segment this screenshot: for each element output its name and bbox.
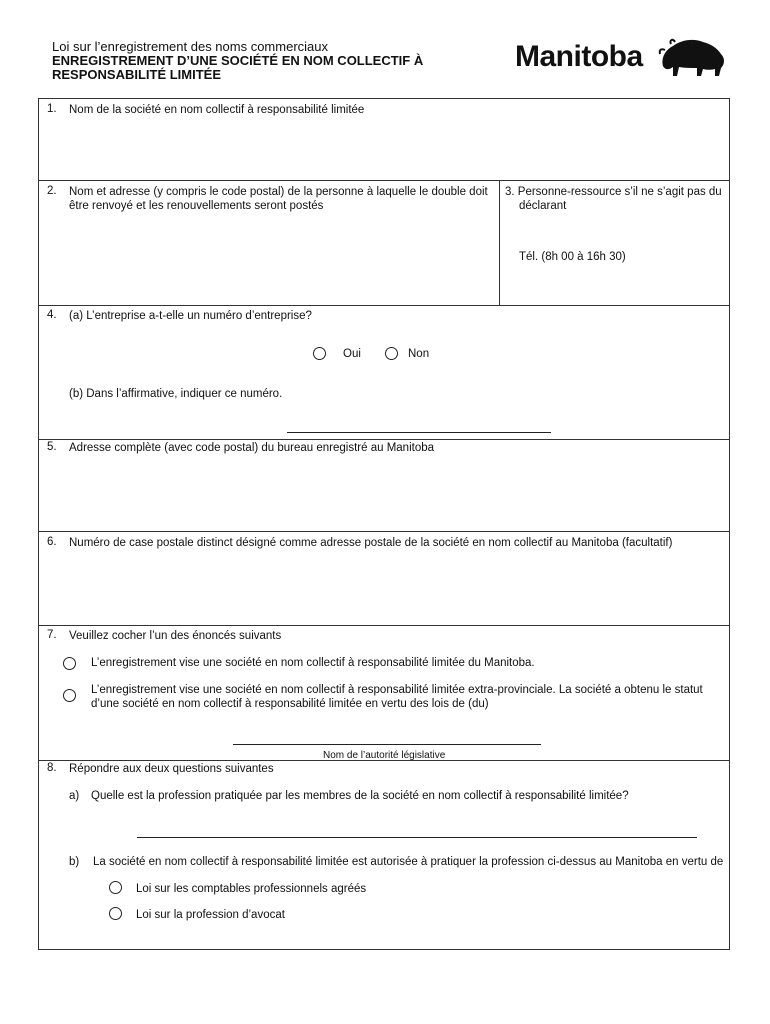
registered-office-address-field[interactable]: [39, 457, 729, 529]
business-number-no-radio[interactable]: [385, 347, 398, 360]
section-3-phone-label: Tél. (8h 00 à 16h 30): [519, 251, 626, 263]
question-b-text: La société en nom collectif à responsabilité limitée est autorisée à pratiquer la profession ci-dessus au Manitoba en vertu de: [93, 856, 724, 868]
section-7-label: Veuillez cocher l’un des énoncés suivants: [69, 630, 282, 642]
section-8-label: Répondre aux deux questions suivantes: [69, 763, 274, 775]
section-6-number: 6.: [47, 536, 57, 548]
option-extra-provincial-line2: d’une société en nom collectif à responsabilité limitée en vertu des lois de (du): [91, 698, 489, 710]
accountants-act-radio[interactable]: [109, 881, 122, 894]
section-7-number: 7.: [47, 629, 57, 641]
logo-wordmark: Manitoba: [515, 40, 643, 73]
option-extra-provincial-line1: L’enregistrement vise une société en nom collectif à responsabilité limitée extra-provinciale. La société a obtenu le statut: [91, 684, 703, 696]
section-2-label-line1: Nom et adresse (y compris le code postal) de la personne à laquelle le double doit: [69, 186, 488, 198]
question-a-letter: a): [69, 790, 80, 802]
option-manitoba-llp: L’enregistrement vise une société en nom collectif à responsabilité limitée du Manitoba.: [91, 657, 535, 669]
act-title: Loi sur l’enregistrement des noms commerciaux: [52, 39, 328, 54]
section-4-number: 4.: [47, 309, 57, 321]
section-8-number: 8.: [47, 762, 57, 774]
question-b-letter: b): [69, 856, 80, 868]
registration-form: [38, 98, 730, 950]
legislative-authority-caption: Nom de l’autorité législative: [323, 750, 446, 761]
contact-person-field[interactable]: [501, 215, 729, 303]
section-4-question-b: (b) Dans l’affirmative, indiquer ce numéro.: [69, 388, 283, 400]
section-4-question-a: (a) L’entreprise a-t-elle un numéro d’entreprise?: [69, 310, 312, 322]
section-3-label-line2: déclarant: [519, 200, 567, 212]
manitoba-logo: [515, 36, 725, 82]
mailing-name-address-field[interactable]: [39, 215, 497, 303]
law-society-act-radio[interactable]: [109, 907, 122, 920]
yes-label: Oui: [343, 348, 361, 360]
no-label: Non: [408, 348, 430, 360]
po-box-field[interactable]: [39, 552, 729, 624]
section-1-label: Nom de la société en nom collectif à responsabilité limitée: [69, 104, 365, 116]
law-society-act-label: Loi sur la profession d’avocat: [136, 909, 285, 921]
section-2-label-line2: être renvoyé et les renouvellements seront postés: [69, 200, 324, 212]
manitoba-llp-radio[interactable]: [63, 657, 76, 670]
business-number-yes-radio[interactable]: [313, 347, 326, 360]
extra-provincial-llp-radio[interactable]: [63, 689, 76, 702]
company-name-field[interactable]: [39, 119, 729, 179]
section-2-number: 2.: [47, 185, 57, 197]
section-3-label-line1: 3. Personne-ressource s’il ne s’agit pas du: [505, 186, 722, 198]
section-1-number: 1.: [47, 103, 57, 115]
section-5-number: 5.: [47, 441, 57, 453]
business-number-input-line[interactable]: [287, 432, 551, 433]
question-a-text: Quelle est la profession pratiquée par les membres de la société en nom collectif à responsabilité limitée?: [91, 790, 629, 802]
form-title-line1: ENREGISTREMENT D’UNE SOCIÉTÉ EN NOM COLLECTIF À: [52, 53, 424, 68]
profession-input-line[interactable]: [137, 837, 697, 838]
bison-icon: [655, 36, 727, 80]
accountants-act-label: Loi sur les comptables professionnels agréés: [136, 883, 367, 895]
section-6-label: Numéro de case postale distinct désigné comme adresse postale de la société en nom collectif au Manitoba (facultatif): [69, 537, 673, 549]
legislative-authority-input-line[interactable]: [233, 744, 541, 745]
form-title-line2: RESPONSABILITÉ LIMITÉE: [52, 67, 222, 82]
section-5-label: Adresse complète (avec code postal) du bureau enregistré au Manitoba: [69, 442, 435, 454]
